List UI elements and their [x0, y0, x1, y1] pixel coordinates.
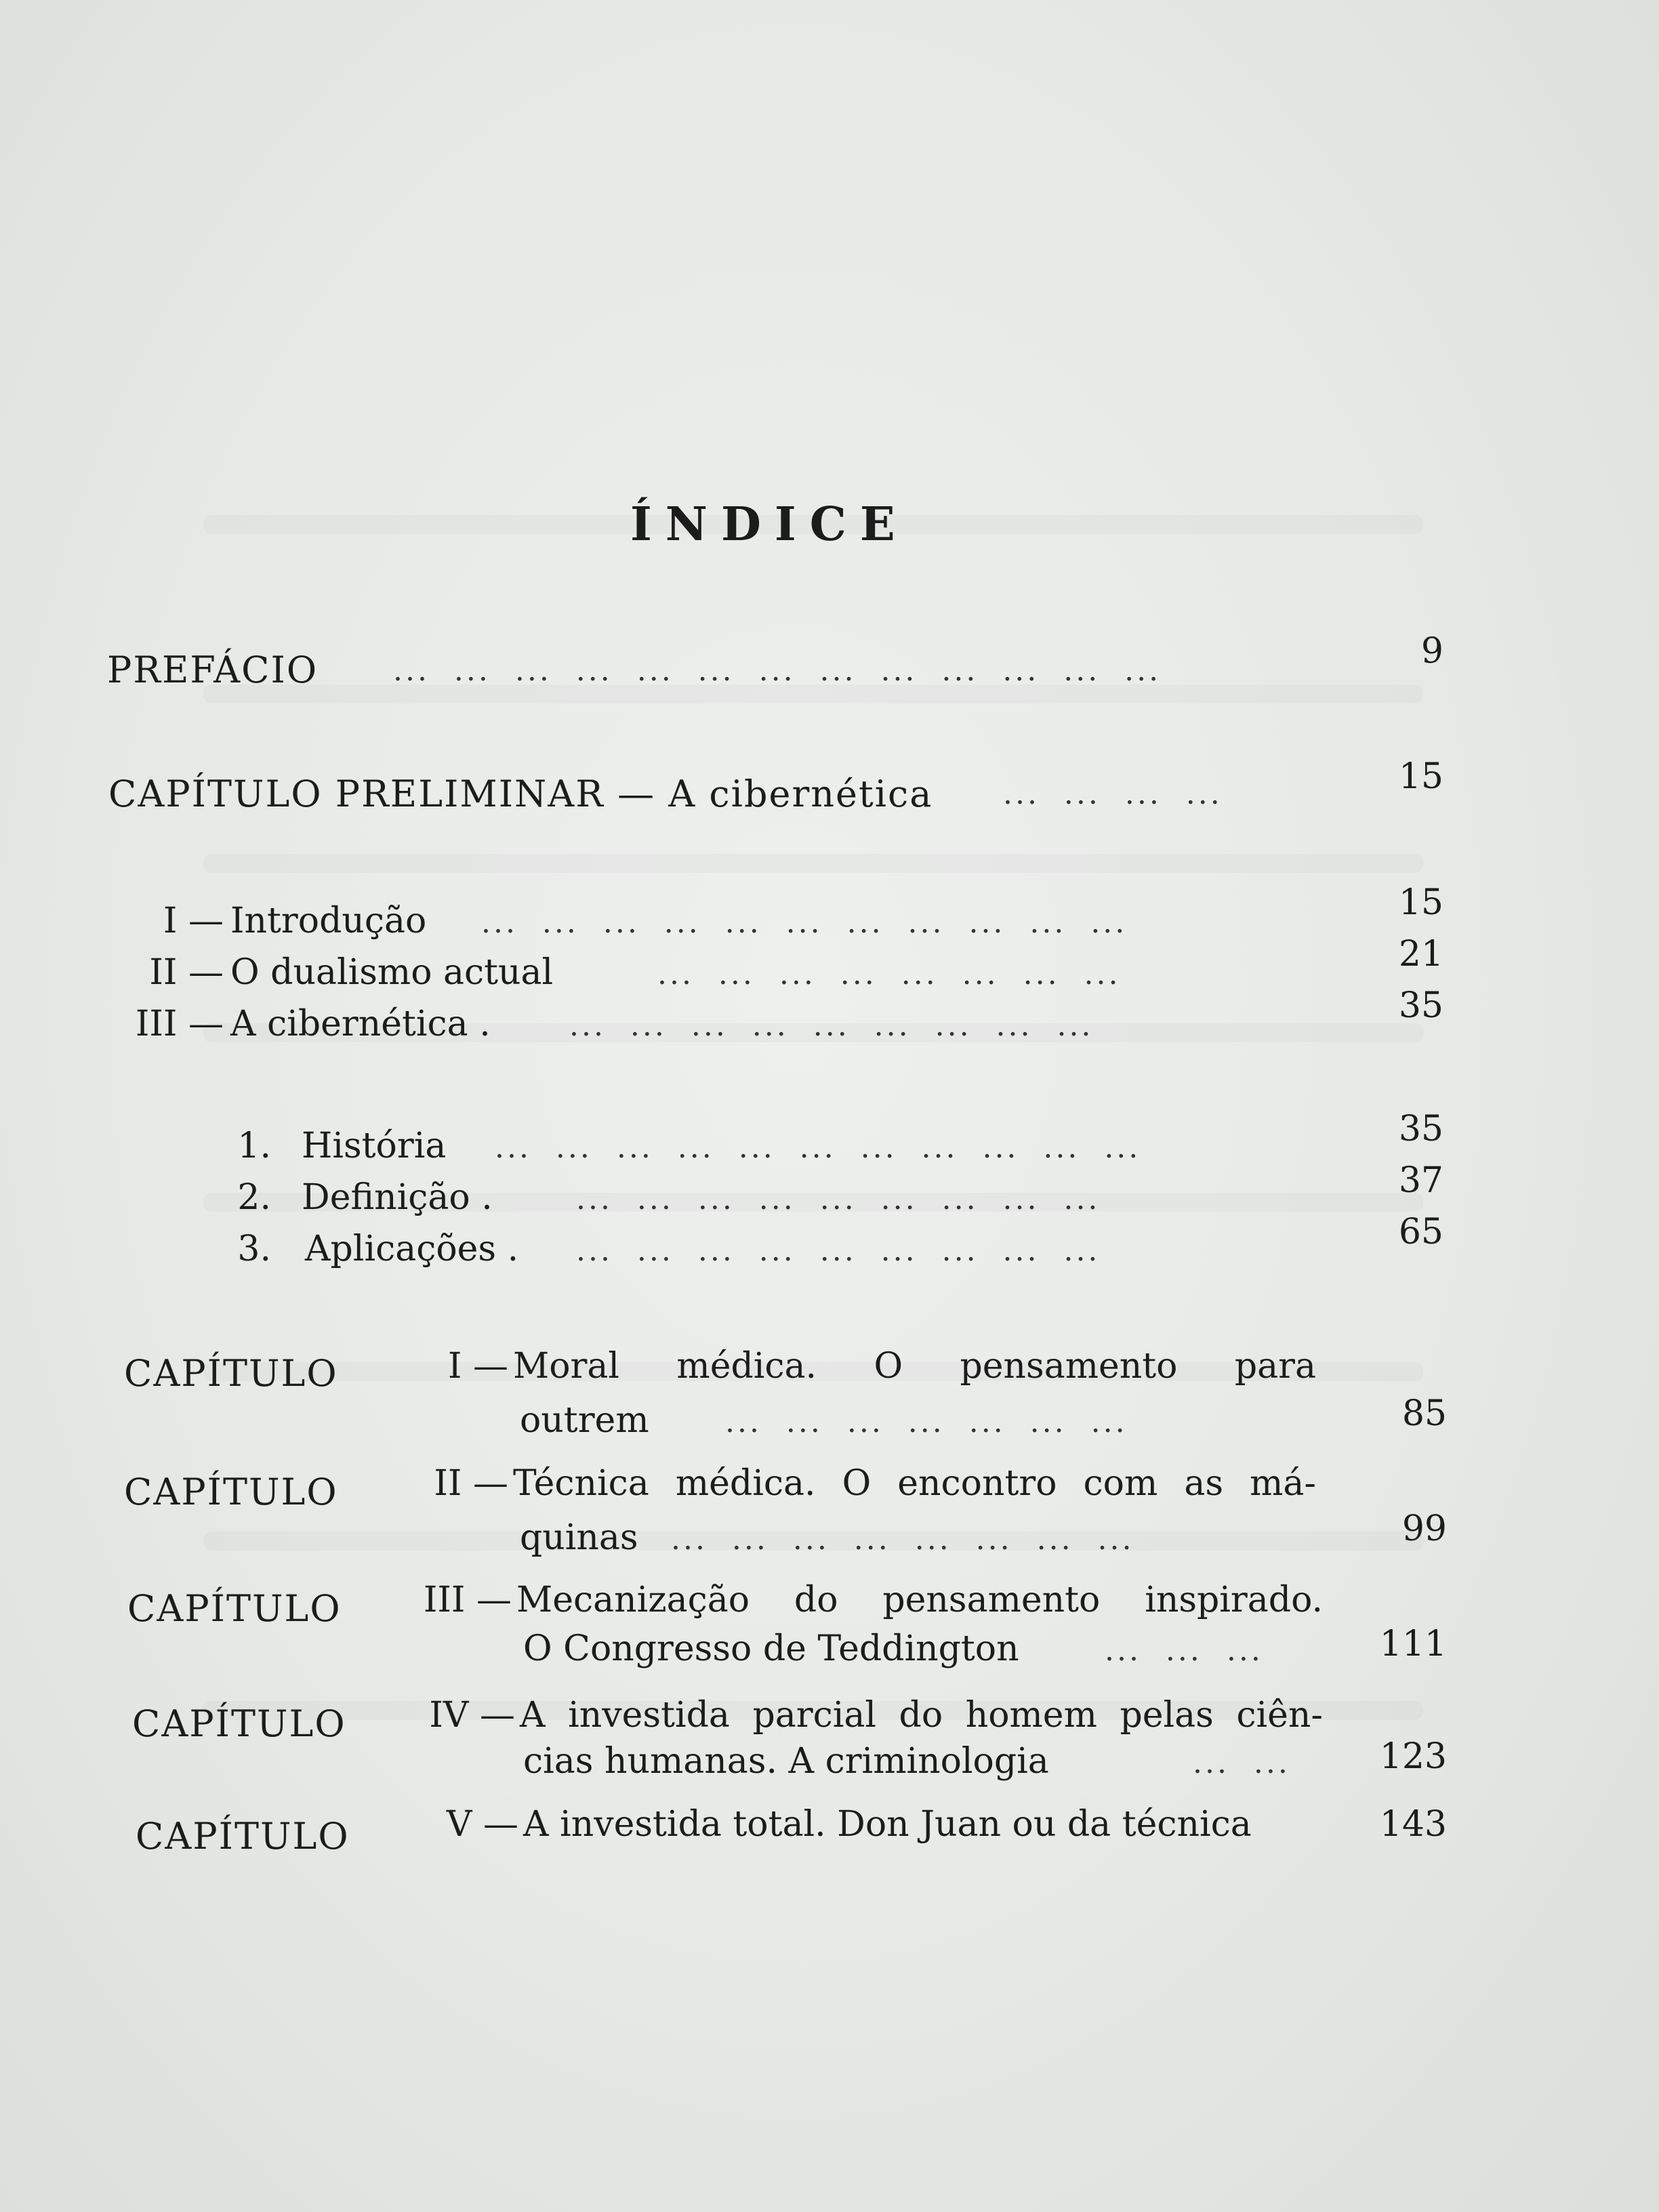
chapter-word: CAPÍTULO [124, 1352, 338, 1395]
subsection-page: 37 [1398, 1160, 1443, 1201]
section-page: 21 [1398, 934, 1443, 975]
leader-dots: ... ... ... ... ... ... ... [725, 1408, 1128, 1437]
chapter-title-line1: A investida parcial do homem pelas ciên- [520, 1695, 1323, 1736]
chapter-word: CAPÍTULO [132, 1702, 346, 1745]
leader-dots: ... ... ... ... ... ... ... ... ... [576, 1185, 1101, 1214]
subsection-label: Definição . [302, 1177, 493, 1218]
preliminar-label: CAPÍTULO PRELIMINAR — A cibernética [108, 773, 933, 815]
section-label: Introdução [230, 901, 427, 941]
subsection-num: 1. [237, 1126, 271, 1166]
chapter-title-line1: Técnica médica. O encontro com as má- [513, 1463, 1316, 1504]
chapter-title-line2: quinas [520, 1517, 638, 1558]
leader-dots: ... ... ... ... ... ... ... ... [671, 1525, 1134, 1555]
page-title: ÍNDICE [630, 497, 909, 552]
section-num: II — [149, 952, 224, 993]
section-num: I — [163, 901, 224, 941]
leader-dots: ... ... [1193, 1748, 1290, 1778]
subsection-num: 2. [237, 1177, 271, 1218]
chapter-page: 123 [1379, 1736, 1447, 1777]
bleed-through [203, 684, 1423, 703]
chapter-word: CAPÍTULO [124, 1471, 338, 1513]
chapter-title-line2: cias humanas. A criminologia [523, 1741, 1049, 1782]
section-page: 15 [1398, 882, 1443, 923]
chapter-num: IV — [429, 1695, 515, 1736]
leader-dots: ... ... ... ... ... ... ... ... ... [569, 1011, 1094, 1041]
subsection-label: Aplicações . [305, 1229, 519, 1269]
chapter-page: 99 [1401, 1509, 1447, 1549]
leader-dots: ... ... ... ... ... ... ... ... ... ... ... [481, 908, 1128, 938]
leader-dots: ... ... ... ... [1003, 779, 1223, 809]
section-label: O dualismo actual [230, 952, 554, 993]
chapter-title-line1: A investida total. Don Juan ou da técnica [523, 1804, 1252, 1845]
bleed-through [203, 854, 1423, 873]
subsection-page: 35 [1398, 1109, 1443, 1149]
chapter-title-line1: Mecanização do pensamento inspirado. [516, 1580, 1323, 1620]
leader-dots: ... ... ... ... ... ... ... ... ... ... ... ... ... [393, 656, 1162, 686]
subsection-page: 65 [1398, 1212, 1443, 1252]
section-num: III — [135, 1004, 224, 1044]
chapter-title-line2: outrem [520, 1400, 649, 1441]
chapter-word: CAPÍTULO [136, 1815, 350, 1858]
subsection-label: História [302, 1126, 447, 1166]
chapter-title-line2: O Congresso de Teddington [523, 1629, 1019, 1669]
section-page: 35 [1398, 985, 1443, 1026]
chapter-num: III — [423, 1580, 512, 1620]
chapter-num: I — [447, 1346, 508, 1387]
chapter-num: V — [446, 1804, 518, 1845]
chapter-page: 85 [1401, 1393, 1447, 1434]
chapter-title-line1: Moral médica. O pensamento para [513, 1346, 1316, 1387]
chapter-page: 143 [1379, 1804, 1447, 1845]
leader-dots: ... ... ... ... ... ... ... ... ... [576, 1236, 1101, 1266]
leader-dots: ... ... ... [1105, 1636, 1263, 1666]
chapter-num: II — [434, 1463, 508, 1504]
chapter-page: 111 [1379, 1624, 1447, 1664]
prefacio-page: 9 [1420, 631, 1443, 672]
section-label: A cibernética . [230, 1004, 491, 1044]
preliminar-page: 15 [1398, 756, 1443, 797]
leader-dots: ... ... ... ... ... ... ... ... [657, 960, 1121, 989]
chapter-word: CAPÍTULO [127, 1587, 342, 1630]
prefacio-label: PREFÁCIO [107, 649, 319, 691]
leader-dots: ... ... ... ... ... ... ... ... ... ... ... [495, 1133, 1141, 1163]
subsection-num: 3. [237, 1229, 271, 1269]
